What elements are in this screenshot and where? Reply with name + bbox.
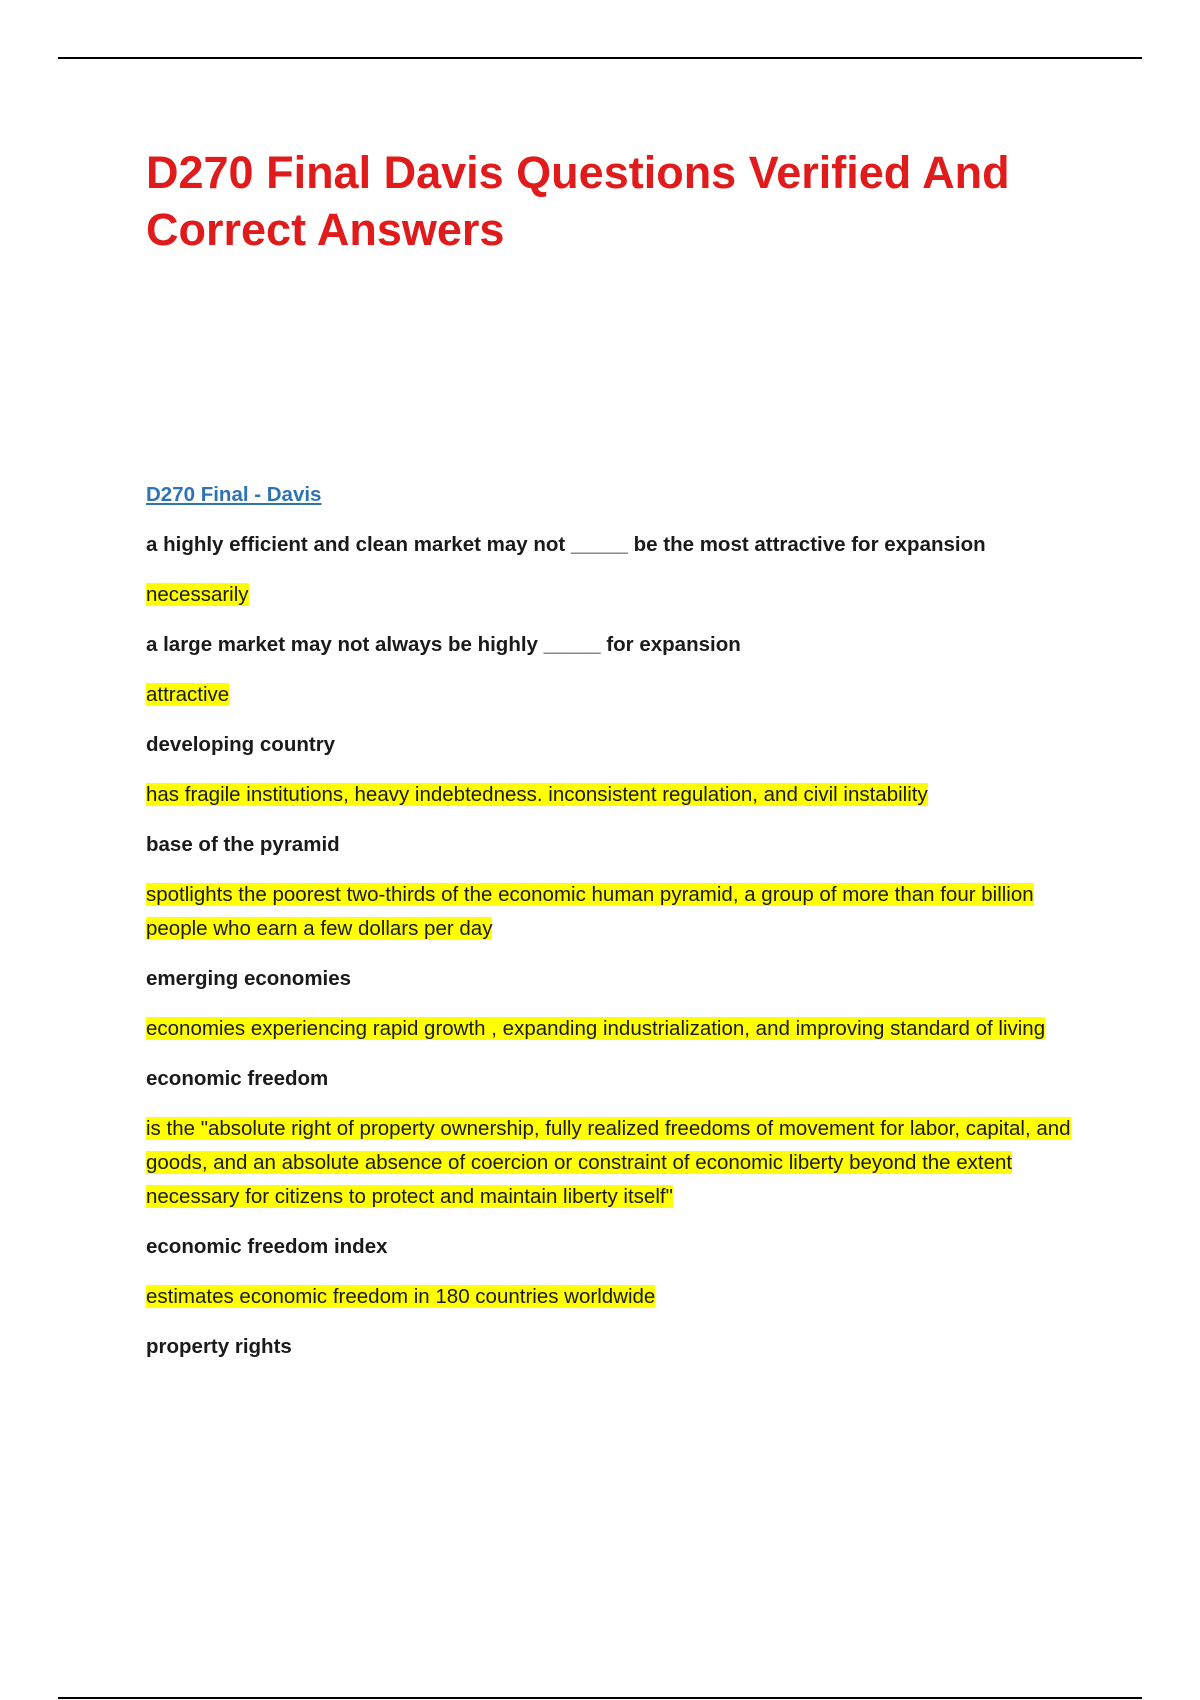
question-5: emerging economies [146, 967, 352, 990]
page-title: D270 Final Davis Questions Verified And Correct Answers [146, 147, 1010, 255]
qa-list [146, 528, 1076, 1364]
answer-highlight: estimates economic freedom in 180 countries worldwide [146, 1285, 656, 1308]
answer-2 [146, 678, 1076, 712]
top-rule [58, 57, 1142, 59]
question-6: economic freedom [146, 1067, 329, 1090]
question-3: developing country [146, 733, 336, 756]
question-7: economic freedom index [146, 1235, 388, 1258]
section-link[interactable]: D270 Final - Davis [146, 483, 322, 506]
answer-5 [146, 1012, 1076, 1046]
question-8: property rights [146, 1335, 292, 1358]
answer-3 [146, 778, 1076, 812]
answer-highlight: has fragile institutions, heavy indebtedness. inconsistent regulation, and civil instability [146, 783, 928, 806]
answer-1 [146, 578, 1076, 612]
bottom-rule [58, 1697, 1142, 1699]
answer-highlight: spotlights the poorest two-thirds of the economic human pyramid, a group of more than four billion people who earn a few dollars per day [146, 883, 1034, 940]
answer-4 [146, 878, 1076, 946]
answer-highlight: is the "absolute right of property ownership, fully realized freedoms of movement for labor, capital, and goods, and an absolute absence of coercion or constraint of economic liberty beyond the extent necessary for citizens to protect and maintain liberty itself" [146, 1117, 1071, 1208]
answer-highlight: economies experiencing rapid growth , expanding industrialization, and improving standard of living [146, 1017, 1046, 1040]
answer-6 [146, 1112, 1076, 1214]
answer-highlight: attractive [146, 683, 230, 706]
answer-highlight: necessarily [146, 583, 249, 606]
question-1: a highly efficient and clean market may not _____ be the most attractive for expansion [146, 533, 986, 556]
question-2: a large market may not always be highly _____ for expansion [146, 633, 741, 656]
document-body [146, 478, 1076, 1380]
question-4: base of the pyramid [146, 833, 340, 856]
answer-7 [146, 1280, 1076, 1314]
